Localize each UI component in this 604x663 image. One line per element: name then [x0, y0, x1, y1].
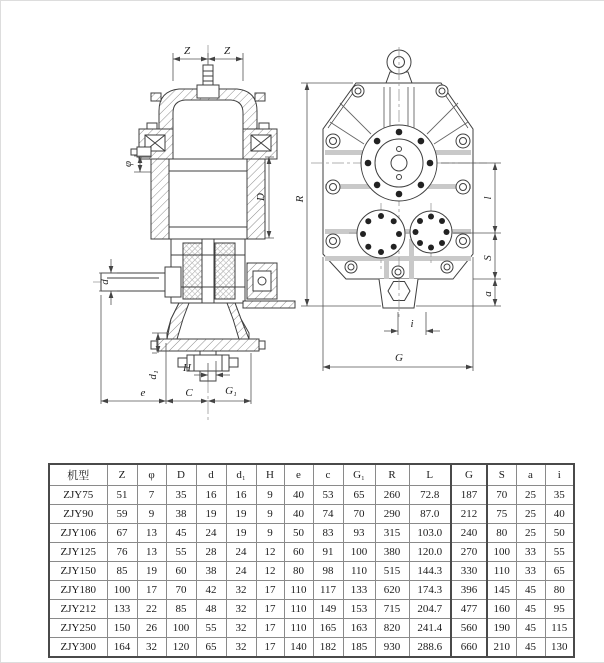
table-cell: 117 — [313, 581, 343, 600]
dim-label-d1: d₁ — [147, 370, 159, 380]
table-cell: 55 — [545, 543, 574, 562]
header-cell: a — [516, 464, 545, 486]
table-cell: 9 — [256, 524, 284, 543]
table-cell: 45 — [516, 638, 545, 658]
table-cell: 270 — [451, 543, 487, 562]
table-cell: 67 — [107, 524, 137, 543]
table-cell: 103.0 — [409, 524, 451, 543]
table-cell: 17 — [256, 619, 284, 638]
table-cell: 45 — [516, 581, 545, 600]
table-row — [49, 505, 574, 524]
table-cell: 150 — [107, 619, 137, 638]
table-cell: 28 — [196, 543, 226, 562]
table-cell: 120.0 — [409, 543, 451, 562]
header-cell: D — [166, 464, 196, 486]
dim-label-D: D — [255, 193, 267, 201]
table-cell: 290 — [375, 505, 409, 524]
right-view — [294, 47, 501, 371]
table-cell: 60 — [166, 562, 196, 581]
lower-flange-left — [357, 210, 405, 258]
table-cell: 25 — [516, 524, 545, 543]
table-cell: 9 — [137, 505, 166, 524]
table-cell: 91 — [313, 543, 343, 562]
table-cell: 50 — [545, 524, 574, 543]
header-cell: e — [284, 464, 313, 486]
table-cell: 19 — [226, 505, 256, 524]
table-cell: 130 — [545, 638, 574, 658]
table-cell: 477 — [451, 600, 487, 619]
table-cell: 164 — [107, 638, 137, 658]
table-row — [49, 619, 574, 638]
table-cell: 820 — [375, 619, 409, 638]
table-cell: 45 — [166, 524, 196, 543]
table-cell: 76 — [107, 543, 137, 562]
table-cell: 83 — [313, 524, 343, 543]
lower-flange-right — [410, 211, 452, 253]
table-cell: 16 — [196, 486, 226, 505]
table-cell: 396 — [451, 581, 487, 600]
table-cell: 133 — [343, 581, 375, 600]
table-cell: 100 — [107, 581, 137, 600]
table-cell: 59 — [107, 505, 137, 524]
dim-label-e: e — [140, 387, 146, 399]
main-cylinder — [131, 147, 265, 239]
table-cell: 51 — [107, 486, 137, 505]
table-cell: 260 — [375, 486, 409, 505]
table-cell: 93 — [343, 524, 375, 543]
table-cell: 9 — [256, 486, 284, 505]
table-cell: 19 — [196, 505, 226, 524]
table-cell: 144.3 — [409, 562, 451, 581]
dim-label-i: i — [410, 318, 414, 330]
table-cell: 32 — [226, 581, 256, 600]
table-cell: 55 — [196, 619, 226, 638]
table-row — [49, 524, 574, 543]
table-cell: 140 — [284, 638, 313, 658]
table-cell: 70 — [487, 486, 516, 505]
table-cell: 145 — [487, 581, 516, 600]
table-cell: 33 — [516, 562, 545, 581]
table-cell: 65 — [545, 562, 574, 581]
table-cell: 315 — [375, 524, 409, 543]
table-cell: ZJY90 — [49, 505, 107, 524]
header-cell: d — [196, 464, 226, 486]
table-row — [49, 562, 574, 581]
header-cell: c — [313, 464, 343, 486]
table-cell: 288.6 — [409, 638, 451, 658]
table-row — [49, 581, 574, 600]
table-cell: 660 — [451, 638, 487, 658]
header-cell: d₁ — [226, 464, 256, 486]
table-cell: 80 — [545, 581, 574, 600]
table-cell: 182 — [313, 638, 343, 658]
table-row — [49, 543, 574, 562]
table-cell: 32 — [226, 638, 256, 658]
header-cell: i — [545, 464, 574, 486]
table-cell: 17 — [137, 581, 166, 600]
table-cell: 24 — [196, 524, 226, 543]
table-cell: 12 — [256, 543, 284, 562]
dim-label-C: C — [185, 387, 193, 399]
table-cell: 33 — [516, 543, 545, 562]
table-cell: 240 — [451, 524, 487, 543]
table-cell: 45 — [516, 600, 545, 619]
table-cell: 42 — [196, 581, 226, 600]
table-cell: 24 — [226, 543, 256, 562]
table-cell: ZJY106 — [49, 524, 107, 543]
header-cell: φ — [137, 464, 166, 486]
table-cell: 620 — [375, 581, 409, 600]
table-cell: 16 — [226, 486, 256, 505]
header-cell: G — [451, 464, 487, 486]
lower-housing — [151, 303, 265, 351]
table-cell: 98 — [313, 562, 343, 581]
table-cell: 35 — [545, 486, 574, 505]
dim-label-H: H — [183, 362, 191, 374]
table-cell: 95 — [545, 600, 574, 619]
table-cell: 80 — [487, 524, 516, 543]
dim-i — [384, 312, 440, 335]
table-cell: 45 — [516, 619, 545, 638]
table-cell: 40 — [284, 486, 313, 505]
table-cell: 32 — [226, 600, 256, 619]
input-shaft — [101, 267, 181, 297]
header-cell: S — [487, 464, 516, 486]
table-cell: 80 — [284, 562, 313, 581]
table-cell: 210 — [487, 638, 516, 658]
dim-label-G: G — [395, 352, 403, 364]
table-cell: ZJY125 — [49, 543, 107, 562]
header-cell: H — [256, 464, 284, 486]
table-cell: 48 — [196, 600, 226, 619]
table-cell: 110 — [284, 619, 313, 638]
table-cell: 17 — [256, 581, 284, 600]
table-cell: 85 — [107, 562, 137, 581]
gear-section — [171, 239, 245, 303]
table-cell: 38 — [166, 505, 196, 524]
table-cell: 38 — [196, 562, 226, 581]
table-cell: 165 — [313, 619, 343, 638]
table-cell: 560 — [451, 619, 487, 638]
table-cell: 72.8 — [409, 486, 451, 505]
spec-table-wrap — [48, 463, 575, 658]
table-cell: 35 — [166, 486, 196, 505]
table-cell: 212 — [451, 505, 487, 524]
header-cell: L — [409, 464, 451, 486]
table-cell: 26 — [137, 619, 166, 638]
table-cell: 40 — [284, 505, 313, 524]
table-cell: 100 — [487, 543, 516, 562]
table-cell: 25 — [516, 486, 545, 505]
table-cell: 85 — [166, 600, 196, 619]
table-cell: 930 — [375, 638, 409, 658]
dim-label-z2: Z — [223, 45, 231, 57]
table-cell: 19 — [226, 524, 256, 543]
dim-label-d: d — [99, 279, 111, 285]
table-cell: ZJY75 — [49, 486, 107, 505]
table-cell: 70 — [343, 505, 375, 524]
left-view — [93, 45, 295, 421]
table-cell: 60 — [284, 543, 313, 562]
table-cell: ZJY250 — [49, 619, 107, 638]
technical-drawing — [1, 1, 604, 453]
table-cell: 110 — [343, 562, 375, 581]
table-cell: 13 — [137, 524, 166, 543]
side-bracket — [243, 263, 295, 308]
table-cell: 187 — [451, 486, 487, 505]
dim-label-a: a — [482, 291, 494, 297]
header-cell: G₁ — [343, 464, 375, 486]
table-cell: ZJY212 — [49, 600, 107, 619]
table-cell: 9 — [256, 505, 284, 524]
table-cell: 24 — [226, 562, 256, 581]
header-cell: R — [375, 464, 409, 486]
table-row — [49, 486, 574, 505]
dim-label-z1: Z — [183, 45, 191, 57]
table-cell: 32 — [137, 638, 166, 658]
table-cell: ZJY150 — [49, 562, 107, 581]
table-cell: 19 — [137, 562, 166, 581]
table-cell: 160 — [487, 600, 516, 619]
table-cell: 149 — [313, 600, 343, 619]
main-flange — [361, 125, 437, 201]
table-cell: 65 — [196, 638, 226, 658]
table-cell: 153 — [343, 600, 375, 619]
table-cell: 55 — [166, 543, 196, 562]
header-cell: 机型 — [49, 464, 107, 486]
table-cell: 204.7 — [409, 600, 451, 619]
table-cell: 17 — [256, 600, 284, 619]
table-cell: 133 — [107, 600, 137, 619]
table-cell: 100 — [343, 543, 375, 562]
table-cell: 74 — [313, 505, 343, 524]
table-cell: 12 — [256, 562, 284, 581]
table-row — [49, 638, 574, 658]
table-cell: 53 — [313, 486, 343, 505]
table-cell: 190 — [487, 619, 516, 638]
table-cell: 115 — [545, 619, 574, 638]
table-cell: 515 — [375, 562, 409, 581]
table-cell: 120 — [166, 638, 196, 658]
header-cell: Z — [107, 464, 137, 486]
table-cell: 715 — [375, 600, 409, 619]
table-cell: 13 — [137, 543, 166, 562]
table-cell: 380 — [375, 543, 409, 562]
table-cell: 100 — [166, 619, 196, 638]
table-cell: 32 — [226, 619, 256, 638]
dim-label-S: S — [482, 255, 494, 261]
dim-label-l: l — [482, 196, 494, 200]
table-cell: 163 — [343, 619, 375, 638]
table-cell: 70 — [166, 581, 196, 600]
table-cell: 330 — [451, 562, 487, 581]
table-cell: 87.0 — [409, 505, 451, 524]
table-cell: 17 — [256, 638, 284, 658]
header-row — [49, 464, 574, 486]
table-cell: 65 — [343, 486, 375, 505]
table-cell: 22 — [137, 600, 166, 619]
table-cell: 75 — [487, 505, 516, 524]
table-cell: 50 — [284, 524, 313, 543]
table-cell: 174.3 — [409, 581, 451, 600]
spec-table — [48, 463, 575, 658]
table-cell: 185 — [343, 638, 375, 658]
dim-label-phi: φ — [122, 160, 134, 168]
table-cell: 110 — [284, 600, 313, 619]
table-cell: 241.4 — [409, 619, 451, 638]
dim-label-G1: G₁ — [225, 385, 237, 397]
table-cell: ZJY180 — [49, 581, 107, 600]
bottom-tab — [379, 279, 418, 308]
table-cell: 7 — [137, 486, 166, 505]
table-cell: 110 — [284, 581, 313, 600]
table-row — [49, 600, 574, 619]
table-cell: 110 — [487, 562, 516, 581]
table-cell: 25 — [516, 505, 545, 524]
table-cell: ZJY300 — [49, 638, 107, 658]
dim-label-R: R — [294, 195, 306, 203]
table-cell: 40 — [545, 505, 574, 524]
